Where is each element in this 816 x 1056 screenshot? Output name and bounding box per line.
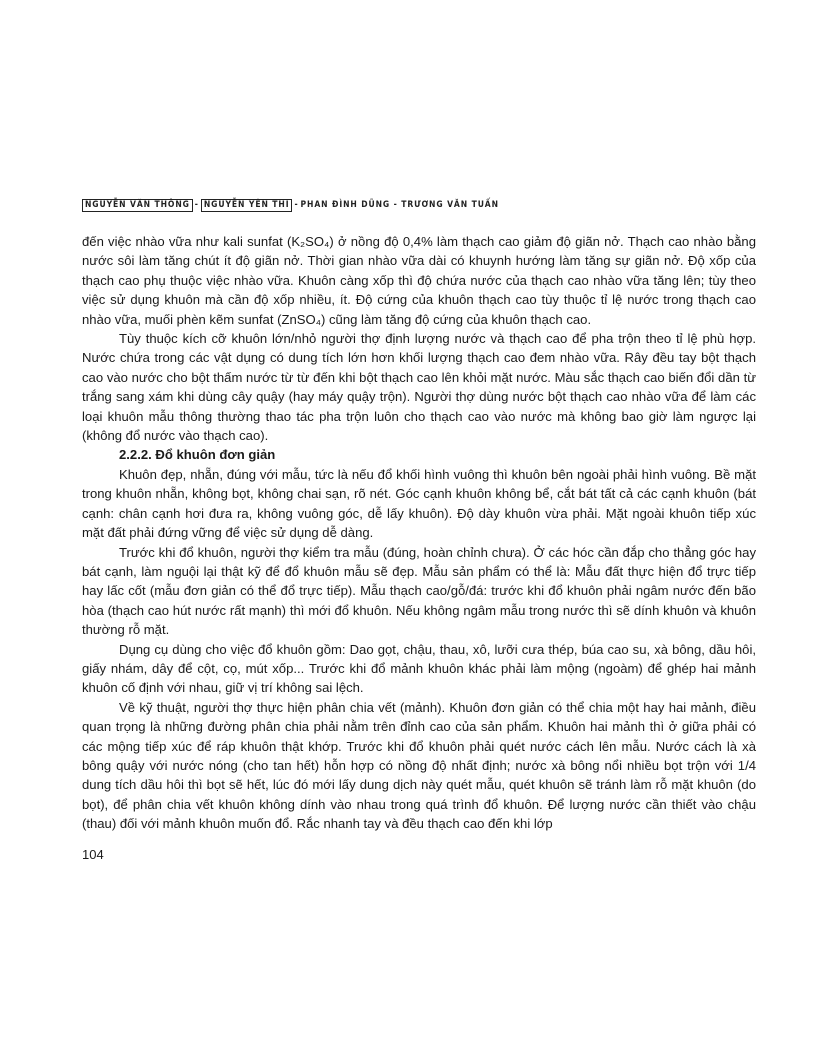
paragraph: đến việc nhào vữa như kali sunfat (K₂SO₄) ở nồng độ 0,4% làm thạch cao giảm độ giãn nở. Thạch cao nhào bằng nước sôi làm tăng chút ít độ giãn nở. Thời gian nhào vữa dài có khuynh hướng làm tăng sự giãn nở. Độ xốp của thạch cao phụ thuộc việc nhào vữa. Khuôn càng xốp thì độ chứa nước của thạch cao nhào vữa tăng lên; tùy theo việc sử dụng khuôn mà cần độ xốp nhiều, ít. Độ cứng của khuôn thạch cao tùy thuộc tỉ lệ nước trong thạch cao nhào vữa, muối phèn kẽm sunfat (ZnSO₄) cũng làm tăng độ cứng của khuôn thạch cao. [82, 234, 756, 327]
paragraph: Dụng cụ dùng cho việc đổ khuôn gồm: Dao gọt, chậu, thau, xô, lưỡi cưa thép, búa cao su, xà bông, dầu hôi, giấy nhám, dây để cột, cọ, mút xốp... Trước khi đổ mảnh khuôn khác phải làm mộng (ngoàm) để ghép hai mảnh khuôn cố định với nhau, giữ vị trí không sai lệch. [82, 641, 756, 696]
paragraph: Tùy thuộc kích cỡ khuôn lớn/nhỏ người thợ định lượng nước và thạch cao để pha trộn theo tỉ lệ phù hợp. Nước chứa trong các vật dụng có dung tích lớn hơn khối lượng thạch cao đem nhào vữa. Rây đều tay bột thạch cao vào nước cho bột thấm nước từ từ đến khi bột thạch cao lên khỏi mặt nước. Màu sắc thạch cao biến đổi dần từ trắng sang xám khi dùng cây quậy (hay máy quậy trộn). Người thợ dùng nước bột thạch cao nhào vữa để làm các loại khuôn mẫu thông thường thao tác pha trộn luôn cho thạch cao vào nước mà không bao giờ làm ngược lại (không đổ nước vào thạch cao). [82, 331, 756, 444]
header-author-2: NGUYỄN YÊN THI [201, 199, 293, 212]
header-separator: - [194, 200, 199, 210]
header-author-1: NGUYỄN VĂN THÔNG [82, 199, 193, 212]
body-text [82, 232, 756, 834]
paragraph: Về kỹ thuật, người thợ thực hiện phân chia vết (mảnh). Khuôn đơn giản có thể chia một hay hai mảnh, điều quan trọng là những đường phân chia phải nằm trên đỉnh cao của sản phẩm. Khuôn hai mảnh thì ở giữa phải có các mộng tiếp xúc để ráp khuôn thật khớp. Trước khi đổ khuôn phải quét nước cách lên mẫu. Nước cách là xà bông quậy với nước nóng (cho tan hết) hỗn hợp có nồng độ nhất định; nước xà bông nổi nhiều bọt trộn với 1/4 dung tích dầu hôi thì bọt sẽ hết, lúc đó mới lấy dung dịch này quét mẫu, quét khuôn sẽ tránh làm rỗ mặt khuôn (do bọt), để phân chia vết khuôn không dính vào nhau trong quá trình đổ khuôn. Để lượng nước cần thiết vào chậu (thau) đối với mảnh khuôn muốn đổ. Rắc nhanh tay và đều thạch cao đến khi lớp [82, 699, 756, 832]
paragraph: Trước khi đổ khuôn, người thợ kiểm tra mẫu (đúng, hoàn chỉnh chưa). Ở các hóc cần đắp cho thẳng góc hay bát cạnh, làm nguội lại thật kỹ để đổ khuôn mẫu sẽ đẹp. Mẫu sản phẩm có thể là: Mẫu đất thực hiện đổ trực tiếp hay lấc cốt (mẫu đơn giản có thể đổ trực tiếp). Mẫu thạch cao/gỗ/đá: trước khi đổ khuôn phải ngâm nước đến bão hòa (thạch cao hút nước rất mạnh) thì mới đổ khuôn. Nếu không ngâm mẫu trong nước thì sẽ dính khuôn và khuôn thường rỗ mặt. [82, 544, 756, 638]
header-other-authors: PHAN ĐÌNH DŨNG - TRƯƠNG VĂN TUẤN [300, 200, 499, 210]
section-heading: 2.2.2. Đổ khuôn đơn giản [119, 447, 276, 463]
page-number: 104 [82, 847, 104, 862]
header-separator: - [294, 200, 299, 210]
running-header [82, 198, 742, 212]
paragraph: Khuôn đẹp, nhẵn, đúng với mẫu, tức là nếu đổ khối hình vuông thì khuôn bên ngoài phải hình vuông. Bề mặt trong khuôn nhẵn, không bọt, không chai sạn, rõ nét. Góc cạnh khuôn không bể, cắt bát tất cả các cạnh khuôn (bát cạnh: chân cạnh hơi đưa ra, không vuông góc, dễ lấy khuôn). Độ dày khuôn vừa phải. Mặt ngoài khuôn tiếp xúc mặt đất phải đứng vững để việc sử dụng dễ dàng. [82, 466, 756, 541]
